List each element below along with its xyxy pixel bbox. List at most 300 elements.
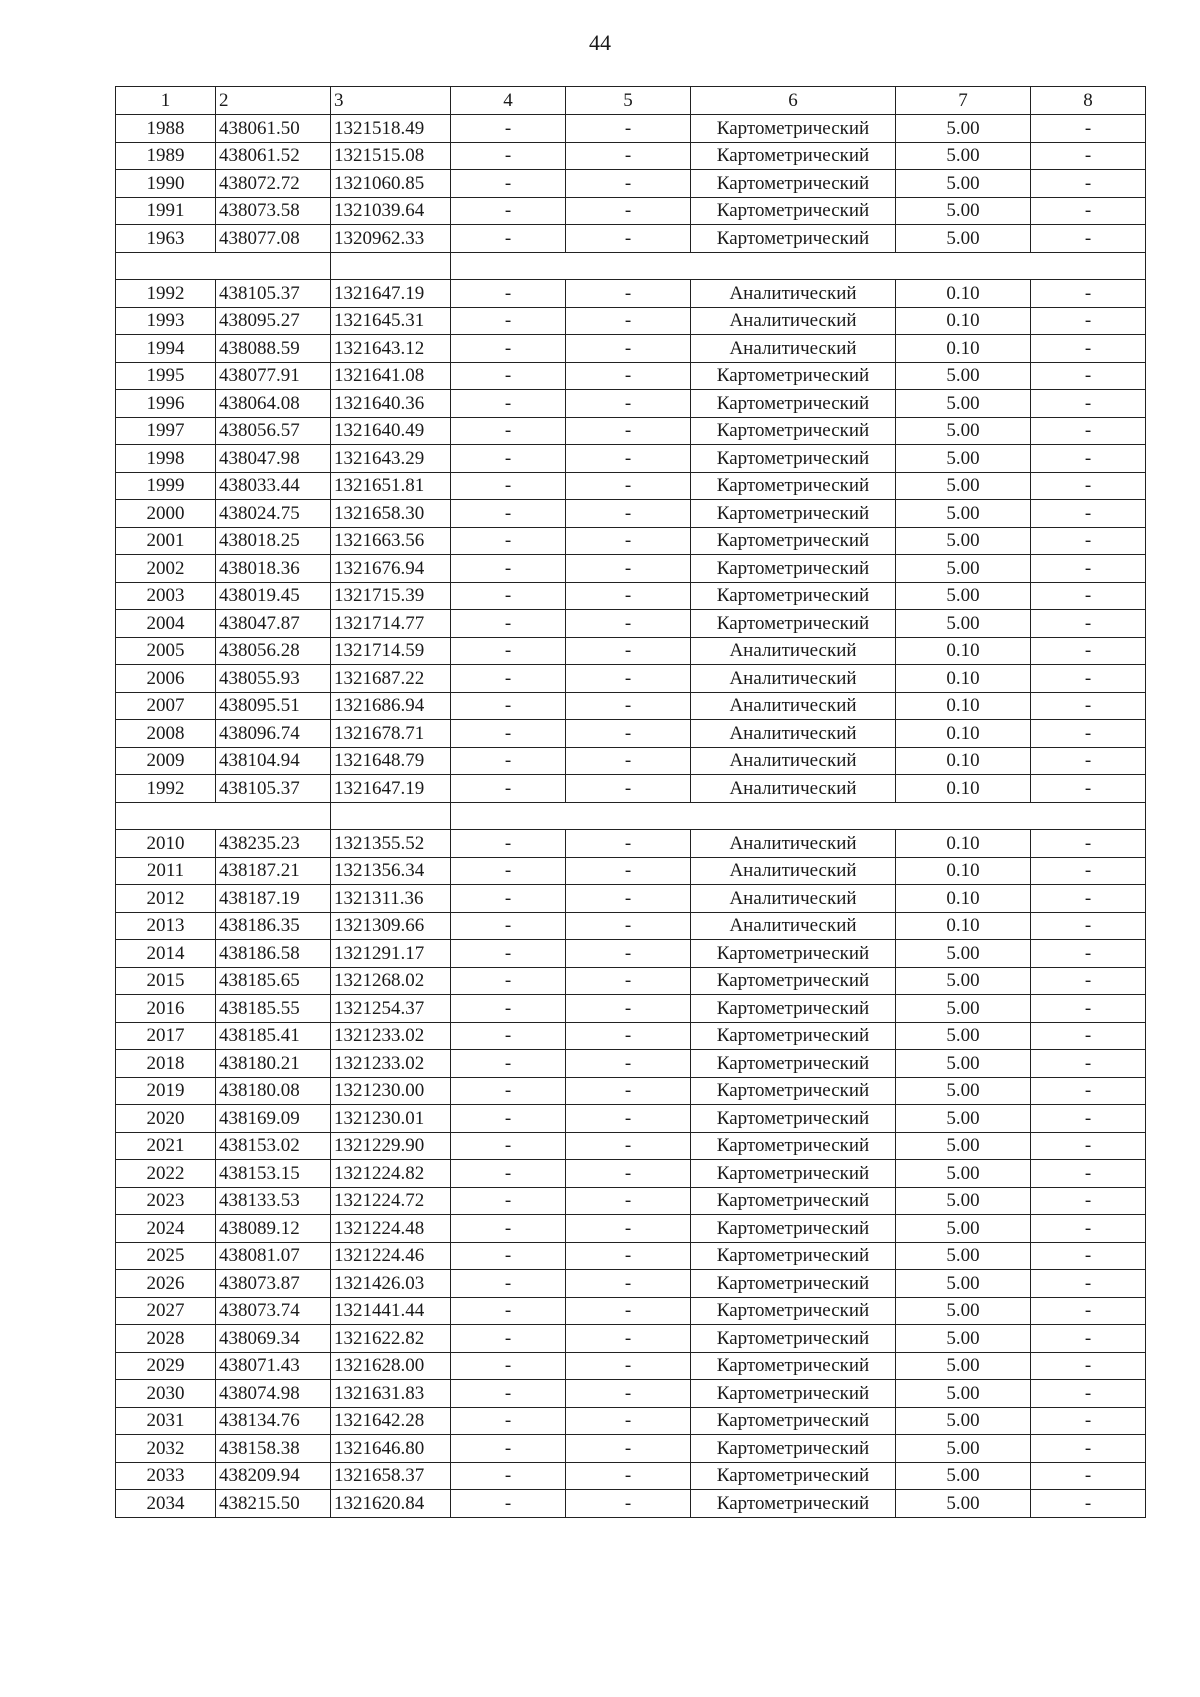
table-cell-col-8: - [1031, 857, 1146, 885]
table-cell-col-8: - [1031, 1435, 1146, 1463]
table-cell-col-3: 1321676.94 [331, 555, 451, 583]
table-cell-col-3: 1321355.52 [331, 830, 451, 858]
table-cell-col-5: - [566, 1187, 691, 1215]
table-cell-col-3 [331, 802, 451, 830]
table-cell-col-5: - [566, 1490, 691, 1518]
table-cell-col-6: Аналитический [691, 307, 896, 335]
table-cell-col-8: - [1031, 747, 1146, 775]
table-body [116, 87, 1146, 1518]
table-cell-col-7: 5.00 [896, 1352, 1031, 1380]
table-cell-col-5: - [566, 1050, 691, 1078]
table-cell-col-5: - [566, 1435, 691, 1463]
table-cell-col-2: 438089.12 [216, 1215, 331, 1243]
table-cell-col-1: 2030 [116, 1380, 216, 1408]
table-cell-col-2: 438153.02 [216, 1132, 331, 1160]
table-cell-col-1: 2002 [116, 555, 216, 583]
table-cell-col-8: - [1031, 1407, 1146, 1435]
table-cell-col-5: - [566, 692, 691, 720]
table-cell-col-7: 5.00 [896, 225, 1031, 253]
table-cell-col-3: 1321647.19 [331, 280, 451, 308]
table-cell-col-3: 1321641.08 [331, 362, 451, 390]
table-cell-col-3: 1321230.00 [331, 1077, 451, 1105]
table-cell-col-7: 5.00 [896, 582, 1031, 610]
table-cell-col-7: 5.00 [896, 555, 1031, 583]
table-cell-col-3: 1321060.85 [331, 170, 451, 198]
table-cell-col-7: 5.00 [896, 115, 1031, 143]
table-cell-col-3 [331, 252, 451, 280]
table-row [116, 1132, 1146, 1160]
table-cell-col-5: - [566, 417, 691, 445]
table-cell-col-8: - [1031, 362, 1146, 390]
table-cell-col-1: 2014 [116, 940, 216, 968]
table-cell-col-7 [896, 252, 1031, 280]
table-row [116, 307, 1146, 335]
table-cell-col-3: 1321224.82 [331, 1160, 451, 1188]
table-cell-col-6: Аналитический [691, 720, 896, 748]
table-cell-col-4: - [451, 692, 566, 720]
table-cell-col-2: 438081.07 [216, 1242, 331, 1270]
table-cell-col-6: Картометрический [691, 1215, 896, 1243]
table-cell-col-6: Картометрический [691, 1407, 896, 1435]
table-cell-col-2: 438158.38 [216, 1435, 331, 1463]
table-cell-col-4: - [451, 830, 566, 858]
table-row [116, 720, 1146, 748]
table-cell-col-3: 1320962.33 [331, 225, 451, 253]
table-cell-col-3: 1321515.08 [331, 142, 451, 170]
table-cell-col-3: 1321640.49 [331, 417, 451, 445]
table-cell-col-1 [116, 802, 216, 830]
column-header-6: 6 [691, 87, 896, 115]
table-cell-col-3: 1321229.90 [331, 1132, 451, 1160]
table-cell-col-6: Картометрический [691, 142, 896, 170]
table-cell-col-2: 438105.37 [216, 775, 331, 803]
header-row [116, 87, 1146, 115]
table-cell-col-8: - [1031, 1325, 1146, 1353]
table-cell-col-8: - [1031, 472, 1146, 500]
table-cell-col-1: 2032 [116, 1435, 216, 1463]
table-cell-col-3: 1321039.64 [331, 197, 451, 225]
table-cell-col-2: 438018.36 [216, 555, 331, 583]
table-cell-col-1: 1990 [116, 170, 216, 198]
table-cell-col-4: - [451, 1105, 566, 1133]
table-cell-col-7 [896, 802, 1031, 830]
table-cell-col-5 [566, 802, 691, 830]
table-cell-col-8: - [1031, 582, 1146, 610]
table-cell-col-7: 0.10 [896, 307, 1031, 335]
table-cell-col-1: 2033 [116, 1462, 216, 1490]
table-row [116, 912, 1146, 940]
table-cell-col-5: - [566, 747, 691, 775]
table-cell-col-6: Аналитический [691, 775, 896, 803]
table-cell-col-2: 438186.58 [216, 940, 331, 968]
table-cell-col-2: 438047.87 [216, 610, 331, 638]
table-cell-col-1: 2017 [116, 1022, 216, 1050]
table-cell-col-7: 0.10 [896, 885, 1031, 913]
table-cell-col-8: - [1031, 830, 1146, 858]
table-cell-col-3: 1321678.71 [331, 720, 451, 748]
table-cell-col-6: Картометрический [691, 1380, 896, 1408]
table-cell-col-8: - [1031, 967, 1146, 995]
table-cell-col-2 [216, 252, 331, 280]
table-cell-col-3: 1321651.81 [331, 472, 451, 500]
table-cell-col-6: Картометрический [691, 445, 896, 473]
table-cell-col-2: 438095.51 [216, 692, 331, 720]
table-cell-col-1: 2019 [116, 1077, 216, 1105]
table-cell-col-6 [691, 802, 896, 830]
table-cell-col-1: 2008 [116, 720, 216, 748]
table-cell-col-4: - [451, 1160, 566, 1188]
table-cell-col-6: Картометрический [691, 995, 896, 1023]
table-cell-col-6: Картометрический [691, 170, 896, 198]
table-row [116, 582, 1146, 610]
table-cell-col-1: 1988 [116, 115, 216, 143]
table-cell-col-3: 1321687.22 [331, 665, 451, 693]
table-cell-col-5: - [566, 1215, 691, 1243]
column-header-7: 7 [896, 87, 1031, 115]
table-cell-col-7: 5.00 [896, 1022, 1031, 1050]
table-cell-col-6: Аналитический [691, 830, 896, 858]
table-cell-col-3: 1321311.36 [331, 885, 451, 913]
table-cell-col-8: - [1031, 1105, 1146, 1133]
table-cell-col-6: Картометрический [691, 362, 896, 390]
table-cell-col-3: 1321628.00 [331, 1352, 451, 1380]
table-cell-col-4: - [451, 610, 566, 638]
table-cell-col-7: 5.00 [896, 1187, 1031, 1215]
table-cell-col-2: 438169.09 [216, 1105, 331, 1133]
table-cell-col-3: 1321640.36 [331, 390, 451, 418]
table-row [116, 472, 1146, 500]
table-cell-col-5: - [566, 170, 691, 198]
table-cell-col-1: 2027 [116, 1297, 216, 1325]
table-cell-col-8: - [1031, 527, 1146, 555]
table-cell-col-4: - [451, 362, 566, 390]
table-row [116, 1160, 1146, 1188]
table-cell-col-3: 1321714.77 [331, 610, 451, 638]
table-cell-col-6 [691, 252, 896, 280]
table-cell-col-6: Картометрический [691, 390, 896, 418]
table-cell-col-7: 5.00 [896, 500, 1031, 528]
table-cell-col-4: - [451, 527, 566, 555]
table-cell-col-2: 438077.91 [216, 362, 331, 390]
table-cell-col-5: - [566, 1407, 691, 1435]
table-cell-col-3: 1321518.49 [331, 115, 451, 143]
table-cell-col-7: 5.00 [896, 1050, 1031, 1078]
table-cell-col-2: 438061.50 [216, 115, 331, 143]
table-cell-col-8: - [1031, 610, 1146, 638]
table-cell-col-1: 2015 [116, 967, 216, 995]
table-cell-col-5: - [566, 665, 691, 693]
table-cell-col-7: 5.00 [896, 472, 1031, 500]
table-cell-col-6: Картометрический [691, 1325, 896, 1353]
table-cell-col-8: - [1031, 637, 1146, 665]
table-cell-col-5: - [566, 362, 691, 390]
table-row [116, 940, 1146, 968]
table-cell-col-2: 438074.98 [216, 1380, 331, 1408]
table-row [116, 1270, 1146, 1298]
table-cell-col-7: 0.10 [896, 720, 1031, 748]
table-row [116, 885, 1146, 913]
table-cell-col-2: 438187.21 [216, 857, 331, 885]
table-row [116, 500, 1146, 528]
table-row [116, 390, 1146, 418]
table-cell-col-4: - [451, 1050, 566, 1078]
table-row [116, 610, 1146, 638]
table-cell-col-8: - [1031, 1022, 1146, 1050]
table-cell-col-8: - [1031, 1160, 1146, 1188]
column-header-4: 4 [451, 87, 566, 115]
table-cell-col-3: 1321254.37 [331, 995, 451, 1023]
table-row [116, 995, 1146, 1023]
table-cell-col-8: - [1031, 500, 1146, 528]
table-row [116, 967, 1146, 995]
table-cell-col-1: 2009 [116, 747, 216, 775]
table-cell-col-1: 2000 [116, 500, 216, 528]
table-cell-col-3: 1321309.66 [331, 912, 451, 940]
table-cell-col-1: 1992 [116, 280, 216, 308]
table-cell-col-1: 2003 [116, 582, 216, 610]
table-row [116, 197, 1146, 225]
table-cell-col-5: - [566, 830, 691, 858]
table-cell-col-2: 438180.21 [216, 1050, 331, 1078]
table-cell-col-8: - [1031, 912, 1146, 940]
table-cell-col-3: 1321643.29 [331, 445, 451, 473]
table-cell-col-1: 1994 [116, 335, 216, 363]
table-cell-col-7: 5.00 [896, 1325, 1031, 1353]
table-row [116, 225, 1146, 253]
table-cell-col-7: 5.00 [896, 170, 1031, 198]
table-cell-col-4: - [451, 1270, 566, 1298]
table-cell-col-6: Картометрический [691, 1132, 896, 1160]
table-cell-col-7: 0.10 [896, 692, 1031, 720]
column-header-3: 3 [331, 87, 451, 115]
table-cell-col-4: - [451, 1187, 566, 1215]
table-cell-col-7: 5.00 [896, 967, 1031, 995]
table-cell-col-5: - [566, 967, 691, 995]
table-cell-col-4: - [451, 280, 566, 308]
table-row [116, 1435, 1146, 1463]
table-cell-col-5: - [566, 1325, 691, 1353]
table-cell-col-6: Картометрический [691, 1435, 896, 1463]
table-row [116, 1050, 1146, 1078]
table-cell-col-6: Картометрический [691, 555, 896, 583]
table-cell-col-6: Аналитический [691, 857, 896, 885]
table-cell-col-2: 438064.08 [216, 390, 331, 418]
table-cell-col-2: 438077.08 [216, 225, 331, 253]
table-row [116, 445, 1146, 473]
table-cell-col-1: 2028 [116, 1325, 216, 1353]
table-cell-col-6: Картометрический [691, 610, 896, 638]
table-cell-col-2: 438153.15 [216, 1160, 331, 1188]
column-header-1: 1 [116, 87, 216, 115]
table-cell-col-2: 438209.94 [216, 1462, 331, 1490]
table-cell-col-1: 1998 [116, 445, 216, 473]
table-cell-col-8: - [1031, 170, 1146, 198]
table-cell-col-3: 1321224.72 [331, 1187, 451, 1215]
table-cell-col-5: - [566, 1380, 691, 1408]
table-cell-col-6: Картометрический [691, 1490, 896, 1518]
table-cell-col-6: Картометрический [691, 1050, 896, 1078]
table-cell-col-3: 1321648.79 [331, 747, 451, 775]
table-cell-col-8: - [1031, 665, 1146, 693]
table-row [116, 115, 1146, 143]
table-cell-col-4: - [451, 747, 566, 775]
table-row [116, 335, 1146, 363]
table-cell-col-7: 5.00 [896, 390, 1031, 418]
table-cell-col-5: - [566, 940, 691, 968]
table-cell-col-2 [216, 802, 331, 830]
table-row [116, 417, 1146, 445]
table-cell-col-1: 2001 [116, 527, 216, 555]
table-cell-col-4: - [451, 885, 566, 913]
table-row [116, 1215, 1146, 1243]
table-cell-col-7: 0.10 [896, 665, 1031, 693]
table-cell-col-3: 1321715.39 [331, 582, 451, 610]
table-cell-col-5: - [566, 610, 691, 638]
table-cell-col-3: 1321642.28 [331, 1407, 451, 1435]
table-cell-col-3: 1321426.03 [331, 1270, 451, 1298]
table-cell-col-1: 2022 [116, 1160, 216, 1188]
table-cell-col-4: - [451, 1215, 566, 1243]
table-cell-col-5: - [566, 637, 691, 665]
table-cell-col-1: 2013 [116, 912, 216, 940]
table-cell-col-4: - [451, 500, 566, 528]
table-cell-col-7: 5.00 [896, 1242, 1031, 1270]
table-cell-col-2: 438185.65 [216, 967, 331, 995]
table-cell-col-6: Аналитический [691, 692, 896, 720]
table-row [116, 170, 1146, 198]
table-cell-col-5: - [566, 390, 691, 418]
table-cell-col-4: - [451, 582, 566, 610]
table-cell-col-4: - [451, 1242, 566, 1270]
table-cell-col-1: 1989 [116, 142, 216, 170]
table-cell-col-3: 1321622.82 [331, 1325, 451, 1353]
table-cell-col-4: - [451, 995, 566, 1023]
table-cell-col-4 [451, 802, 566, 830]
table-cell-col-6: Картометрический [691, 472, 896, 500]
table-cell-col-1: 2018 [116, 1050, 216, 1078]
table-cell-col-5: - [566, 1160, 691, 1188]
table-cell-col-8: - [1031, 1462, 1146, 1490]
table-cell-col-1: 1993 [116, 307, 216, 335]
table-cell-col-5: - [566, 1242, 691, 1270]
table-cell-col-3: 1321645.31 [331, 307, 451, 335]
table-cell-col-2: 438033.44 [216, 472, 331, 500]
table-cell-col-1: 2025 [116, 1242, 216, 1270]
table-cell-col-5: - [566, 142, 691, 170]
table-cell-col-1: 2020 [116, 1105, 216, 1133]
table-cell-col-8: - [1031, 115, 1146, 143]
table-cell-col-7: 0.10 [896, 912, 1031, 940]
table-cell-col-8 [1031, 802, 1146, 830]
table-cell-col-1: 2004 [116, 610, 216, 638]
table-cell-col-7: 5.00 [896, 1270, 1031, 1298]
table-row [116, 527, 1146, 555]
table-cell-col-1: 1963 [116, 225, 216, 253]
table-cell-col-1: 2016 [116, 995, 216, 1023]
table-cell-col-4: - [451, 142, 566, 170]
table-cell-col-5: - [566, 225, 691, 253]
table-cell-col-7: 5.00 [896, 1105, 1031, 1133]
table-cell-col-4: - [451, 335, 566, 363]
table-cell-col-2: 438071.43 [216, 1352, 331, 1380]
table-cell-col-5: - [566, 1352, 691, 1380]
table-cell-col-5: - [566, 1297, 691, 1325]
table-cell-col-4: - [451, 1325, 566, 1353]
table-cell-col-3: 1321647.19 [331, 775, 451, 803]
table-cell-col-2: 438096.74 [216, 720, 331, 748]
table-cell-col-1: 1996 [116, 390, 216, 418]
table-cell-col-3: 1321224.48 [331, 1215, 451, 1243]
table-cell-col-7: 5.00 [896, 1490, 1031, 1518]
table-cell-col-2: 438134.76 [216, 1407, 331, 1435]
table-cell-col-1: 2011 [116, 857, 216, 885]
table-cell-col-7: 5.00 [896, 417, 1031, 445]
table-cell-col-3: 1321658.37 [331, 1462, 451, 1490]
table-cell-col-4: - [451, 445, 566, 473]
table-cell-col-4: - [451, 472, 566, 500]
table-cell-col-1: 2005 [116, 637, 216, 665]
table-cell-col-1: 1995 [116, 362, 216, 390]
table-cell-col-4: - [451, 197, 566, 225]
table-cell-col-4: - [451, 417, 566, 445]
table-cell-col-8: - [1031, 692, 1146, 720]
table-cell-col-4: - [451, 637, 566, 665]
table-cell-col-7: 5.00 [896, 940, 1031, 968]
table-cell-col-6: Картометрический [691, 1187, 896, 1215]
table-cell-col-6: Аналитический [691, 280, 896, 308]
table-cell-col-2: 438019.45 [216, 582, 331, 610]
table-cell-col-2: 438133.53 [216, 1187, 331, 1215]
table-cell-col-7: 5.00 [896, 1215, 1031, 1243]
table-cell-col-7: 5.00 [896, 610, 1031, 638]
table-cell-col-8: - [1031, 280, 1146, 308]
table-row [116, 775, 1146, 803]
table-cell-col-4: - [451, 912, 566, 940]
table-cell-col-4: - [451, 857, 566, 885]
table-row [116, 1187, 1146, 1215]
table-cell-col-6: Картометрический [691, 417, 896, 445]
table-cell-col-2: 438215.50 [216, 1490, 331, 1518]
table-cell-col-6: Аналитический [691, 637, 896, 665]
table-cell-col-2: 438073.74 [216, 1297, 331, 1325]
table-cell-col-8: - [1031, 445, 1146, 473]
table-cell-col-3: 1321663.56 [331, 527, 451, 555]
table-cell-col-2: 438095.27 [216, 307, 331, 335]
table-cell-col-6: Картометрический [691, 115, 896, 143]
table-row [116, 1022, 1146, 1050]
table-cell-col-3: 1321224.46 [331, 1242, 451, 1270]
table-cell-col-4: - [451, 1407, 566, 1435]
table-cell-col-6: Картометрический [691, 1462, 896, 1490]
table-cell-col-7: 5.00 [896, 445, 1031, 473]
table-cell-col-7: 0.10 [896, 280, 1031, 308]
table-cell-col-4 [451, 252, 566, 280]
table-cell-col-8: - [1031, 1490, 1146, 1518]
table-cell-col-5: - [566, 1270, 691, 1298]
table-cell-col-2: 438072.72 [216, 170, 331, 198]
table-cell-col-6: Картометрический [691, 582, 896, 610]
table-cell-col-6: Аналитический [691, 747, 896, 775]
table-cell-col-8: - [1031, 885, 1146, 913]
table-cell-col-7: 0.10 [896, 637, 1031, 665]
table-cell-col-8: - [1031, 225, 1146, 253]
table-row [116, 830, 1146, 858]
table-cell-col-6: Аналитический [691, 912, 896, 940]
table-row [116, 1352, 1146, 1380]
column-header-2: 2 [216, 87, 331, 115]
table-cell-col-8: - [1031, 1297, 1146, 1325]
table-cell-col-6: Картометрический [691, 1297, 896, 1325]
